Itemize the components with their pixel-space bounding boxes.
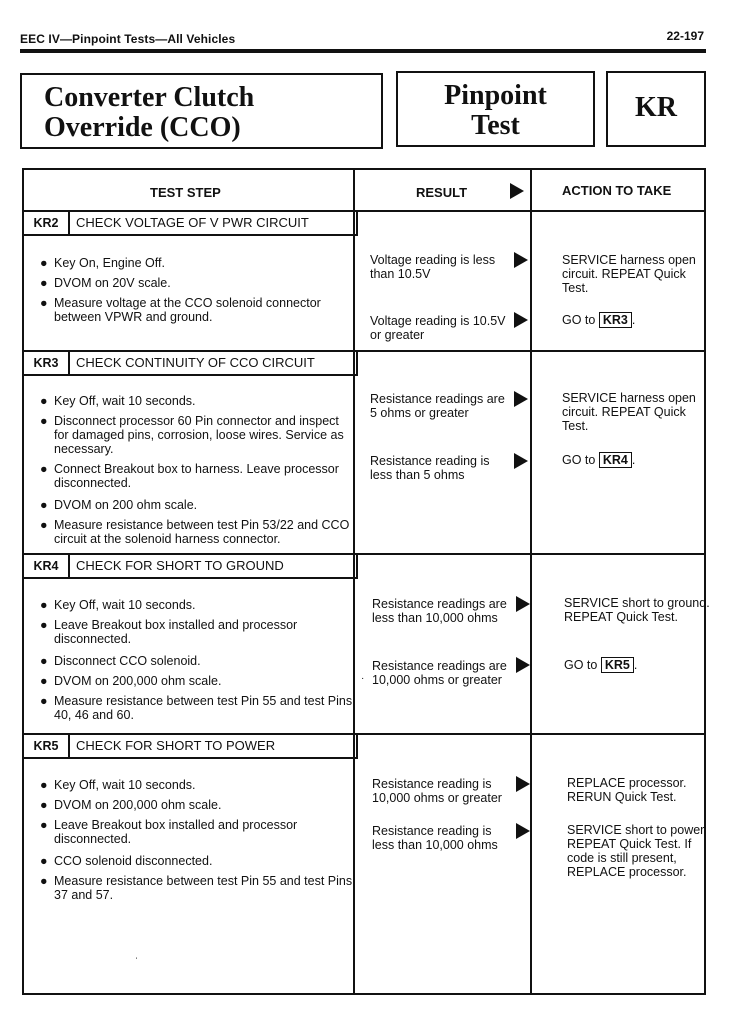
step-item: ● Disconnect CCO solenoid. — [40, 654, 201, 668]
section-title: CHECK CONTINUITY OF CCO CIRCUIT — [76, 355, 315, 370]
bullet-icon: ● — [40, 462, 48, 476]
arrow-icon — [514, 312, 528, 328]
section-id: KR3 — [24, 352, 70, 374]
test-title: Converter Clutch Override (CCO) — [44, 82, 255, 143]
result-text: Resistance reading is less than 5 ohms — [370, 454, 490, 482]
bullet-icon: ● — [40, 618, 48, 632]
arrow-icon — [510, 183, 524, 199]
column-header-action: ACTION TO TAKE — [562, 183, 672, 198]
step-item: ● Key Off, wait 10 seconds. — [40, 394, 196, 408]
section-id: KR2 — [24, 212, 70, 234]
action-text: SERVICE harness open circuit. REPEAT Quick Test. — [562, 253, 696, 295]
bullet-icon: ● — [40, 518, 48, 532]
column-header-result: RESULT — [416, 185, 468, 200]
section-id: KR4 — [24, 555, 70, 577]
result-text: Resistance reading is less than 10,000 ohms — [372, 824, 498, 852]
bullet-icon: ● — [40, 674, 48, 688]
step-item: ● Measure resistance between test Pin 55 and test Pins 37 and 57. — [40, 874, 353, 902]
step-item: ● Key Off, wait 10 seconds. — [40, 598, 196, 612]
step-item: ● Disconnect processor 60 Pin connector and inspect for damaged pins, corrosion, loose wires. Service as necessary. — [40, 414, 344, 456]
test-code: KR — [635, 92, 677, 123]
arrow-icon — [514, 453, 528, 469]
goto-step-link[interactable]: KR5 — [601, 657, 634, 673]
arrow-icon — [516, 596, 530, 612]
test-type-box — [396, 71, 595, 147]
result-text: Voltage reading is 10.5V or greater — [370, 314, 506, 342]
goto-step-link[interactable]: KR3 — [599, 312, 632, 328]
bullet-icon: ● — [40, 798, 48, 812]
page-header-title: EEC IV—Pinpoint Tests—All Vehicles — [20, 32, 236, 46]
action-goto: GO to KR4 . — [562, 453, 636, 467]
bullet-icon: ● — [40, 598, 48, 612]
result-text: Voltage reading is less than 10.5V — [370, 253, 496, 281]
goto-step-link[interactable]: KR4 — [599, 452, 632, 468]
bullet-icon: ● — [40, 256, 48, 270]
step-item: ● Key Off, wait 10 seconds. — [40, 778, 196, 792]
step-item: ● DVOM on 200 ohm scale. — [40, 498, 198, 512]
test-code-box — [606, 71, 706, 147]
stray-mark: ˈ — [135, 957, 139, 968]
step-item: ● Leave Breakout box installed and processor disconnected. — [40, 618, 298, 646]
result-text: Resistance reading is 10,000 ohms or greater — [372, 777, 502, 805]
test-section-kr2 — [24, 212, 704, 350]
result-text: Resistance readings are less than 10,000 ohms — [372, 597, 507, 625]
bullet-icon: ● — [40, 818, 48, 832]
step-item: ● CCO solenoid disconnected. — [40, 854, 213, 868]
test-type: Pinpoint Test — [444, 80, 547, 141]
page-number: 22-197 — [666, 29, 704, 43]
test-section-kr5 — [24, 735, 708, 993]
action-goto: GO to KR5 . — [564, 658, 638, 672]
bullet-icon: ● — [40, 414, 48, 428]
section-header — [24, 555, 358, 579]
action-text: SERVICE short to power. REPEAT Quick Test. If code is still present, REPLACE processor. — [567, 823, 708, 879]
arrow-icon — [516, 657, 530, 673]
action-text: REPLACE processor. RERUN Quick Test. — [567, 776, 687, 804]
arrow-icon — [514, 391, 528, 407]
step-item: ● DVOM on 200,000 ohm scale. — [40, 674, 222, 688]
bullet-icon: ● — [40, 694, 48, 708]
action-text: SERVICE harness open circuit. REPEAT Quick Test. — [562, 391, 696, 433]
stray-mark: · — [361, 673, 365, 684]
step-item: ● Measure resistance between test Pin 55 and test Pins 40, 46 and 60. — [40, 694, 353, 722]
arrow-icon — [514, 252, 528, 268]
section-id: KR5 — [24, 735, 70, 757]
step-item: ● Measure resistance between test Pin 53/22 and CCO circuit at the solenoid harness connector. — [40, 518, 350, 546]
step-item: ● Leave Breakout box installed and processor disconnected. — [40, 818, 298, 846]
section-header — [24, 212, 358, 236]
step-item: ● DVOM on 200,000 ohm scale. — [40, 798, 222, 812]
pinpoint-test-table — [22, 168, 710, 995]
bullet-icon: ● — [40, 394, 48, 408]
test-section-kr4 — [24, 555, 710, 733]
test-title-box — [20, 73, 383, 149]
arrow-icon — [516, 823, 530, 839]
section-title: CHECK VOLTAGE OF V PWR CIRCUIT — [76, 215, 309, 230]
bullet-icon: ● — [40, 276, 48, 290]
bullet-icon: ● — [40, 654, 48, 668]
step-item: ● Measure voltage at the CCO solenoid connector between VPWR and ground. — [40, 296, 321, 324]
bullet-icon: ● — [40, 498, 48, 512]
action-text: SERVICE short to ground. REPEAT Quick Test. — [564, 596, 710, 624]
step-item: ● Key On, Engine Off. — [40, 256, 165, 270]
bullet-icon: ● — [40, 854, 48, 868]
step-item: ● DVOM on 20V scale. — [40, 276, 171, 290]
section-title: CHECK FOR SHORT TO POWER — [76, 738, 276, 753]
section-header — [24, 352, 358, 376]
bullet-icon: ● — [40, 874, 48, 888]
test-section-kr3 — [24, 352, 704, 552]
bullet-icon: ● — [40, 778, 48, 792]
bullet-icon: ● — [40, 296, 48, 310]
column-header-test-step: TEST STEP — [150, 185, 221, 200]
result-text: Resistance readings are 10,000 ohms or greater — [372, 659, 507, 687]
action-goto: GO to KR3 . — [562, 313, 636, 327]
result-text: Resistance readings are 5 ohms or greater — [370, 392, 505, 420]
step-item: ● Connect Breakout box to harness. Leave processor disconnected. — [40, 462, 339, 490]
header-rule — [20, 49, 706, 53]
section-title: CHECK FOR SHORT TO GROUND — [76, 558, 284, 573]
section-header — [24, 735, 358, 759]
arrow-icon — [516, 776, 530, 792]
